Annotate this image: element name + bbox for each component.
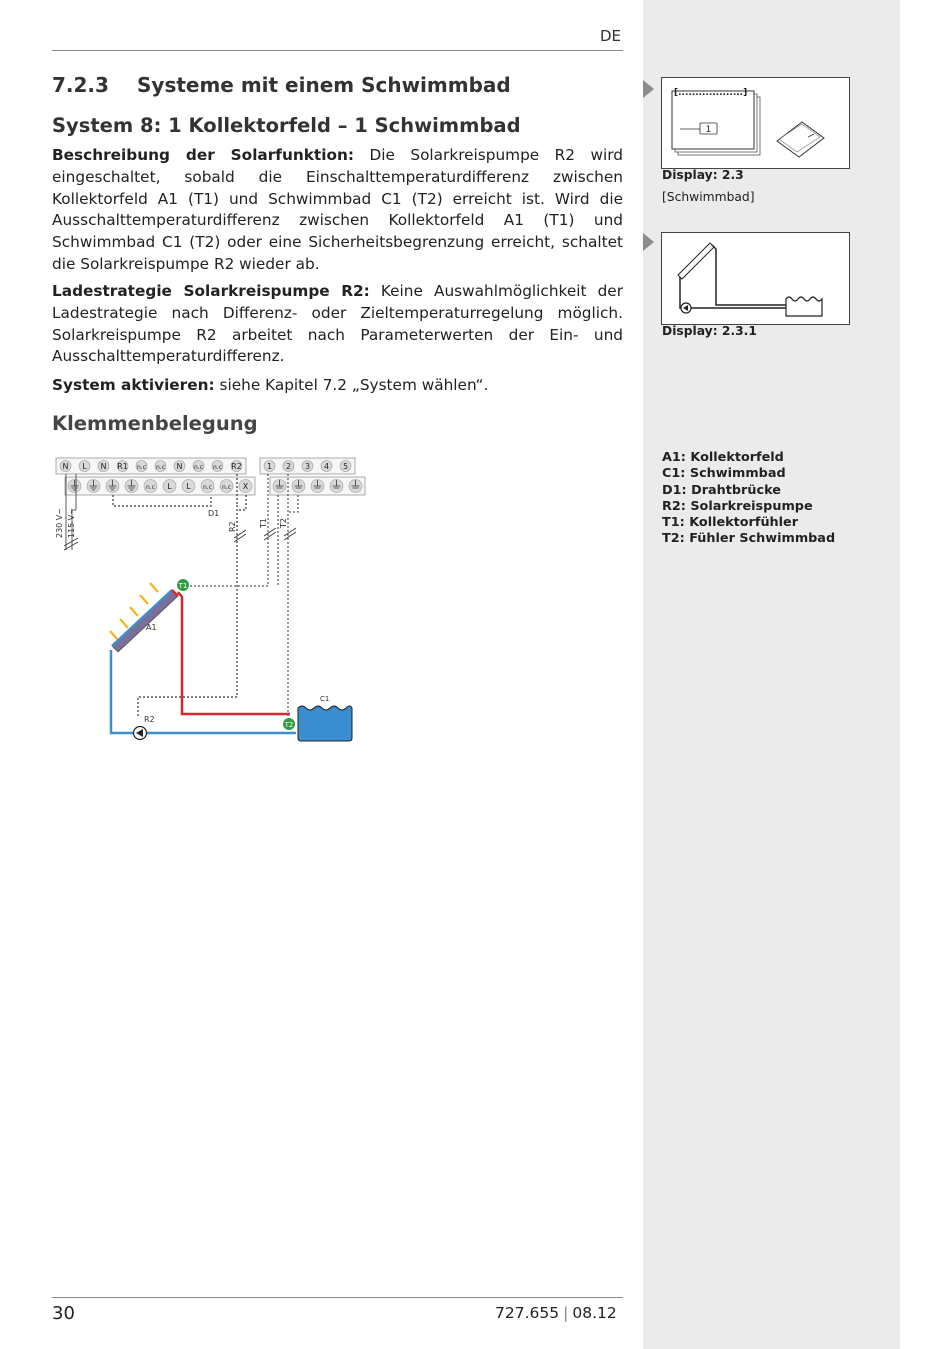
collector-label: A1 <box>146 623 157 632</box>
terminal-label: L <box>82 462 87 471</box>
sensor-t2-label: T2 <box>284 721 294 729</box>
display-system-box <box>661 232 850 325</box>
terminal-label: n.c <box>193 464 204 471</box>
supply-230-label: 230 V~ <box>55 508 64 538</box>
terminal-label: X <box>242 482 249 491</box>
legend-item: R2: Solarkreispumpe <box>662 498 813 514</box>
terminal-label: n.c <box>155 464 166 471</box>
terminal-label: n.c <box>221 484 232 491</box>
menu-box-text: [...................] <box>674 88 748 98</box>
document-reference <box>495 1304 617 1322</box>
system-title: System 8: 1 Kollektorfeld – 1 Schwimmbad <box>52 114 521 137</box>
sensor-t2 <box>283 718 295 730</box>
hot-flow-pipe <box>178 592 290 714</box>
pool-c1 <box>298 706 352 741</box>
terminal-label: R2 <box>231 462 242 471</box>
terminal-label: 1 <box>266 462 273 471</box>
terminal-label: N <box>62 462 69 471</box>
terminal-row-bottom-left <box>65 477 255 495</box>
supply-115-label: 115 V~ <box>67 508 76 538</box>
section-title: Systeme mit einem Schwimmbad <box>137 73 511 97</box>
terminal-label: n.c <box>202 484 213 491</box>
legend-item: T2: Fühler Schwimmbad <box>662 531 836 547</box>
menu-box-number: 1 <box>705 125 712 135</box>
strategy-text: Keine Auswahlmöglichkeit der Ladestrategie nach Differenz- oder Zieltemperaturregelung möglich. Solarkreispumpe R2 arbeitet nach Parameterwerten der Ein- und Ausschalttemperaturdifferenz. <box>52 282 623 366</box>
terminal-heading: Klemmenbelegung <box>52 412 258 435</box>
footer-rule <box>52 1297 623 1298</box>
language-label: DE <box>600 27 622 45</box>
t2-ground-wire <box>288 495 298 512</box>
description-label: Beschreibung der Solarfunktion: <box>52 146 354 164</box>
doc-number: 727.655 <box>495 1304 560 1322</box>
display-menu-box <box>661 77 850 169</box>
doc-date: 08.12 <box>572 1304 617 1322</box>
activate-paragraph <box>52 375 623 397</box>
display-2-label: Display: 2.3.1 <box>662 324 757 338</box>
section-heading <box>52 73 511 97</box>
sensor-t1 <box>177 579 189 591</box>
terminal-row-top-left <box>56 458 246 474</box>
cold-return-pipe <box>111 650 296 733</box>
d1-label: D1 <box>208 509 220 518</box>
description-paragraph <box>52 145 623 276</box>
d1-bridge-wire <box>113 495 211 506</box>
terminal-row-bottom-right <box>270 477 365 495</box>
section-number: 7.2.3 <box>52 73 109 97</box>
terminal-label: 2 <box>285 462 292 471</box>
manual-book-icon <box>777 122 824 157</box>
legend <box>662 450 835 548</box>
page-number: 30 <box>52 1303 75 1324</box>
pump-r2 <box>134 727 147 740</box>
sensor-cable-marks <box>264 528 296 540</box>
t2-wire-label: T2 <box>279 518 288 528</box>
activate-label: System aktivieren: <box>52 376 215 394</box>
legend-item: C1: Schwimmbad <box>662 466 786 482</box>
terminal-label: L <box>167 482 172 491</box>
legend-item: D1: Drahtbrücke <box>662 482 781 498</box>
system-symbol-illustration <box>662 233 849 324</box>
legend-item: A1: Kollektorfeld <box>662 450 784 465</box>
terminal-label: 5 <box>342 462 349 471</box>
t1-wire-label: T1 <box>259 518 268 528</box>
r2-wire-label: R2 <box>228 521 237 532</box>
controller-menu-illustration <box>662 78 849 168</box>
legend-item: T1: Kollektorfühler <box>662 515 799 531</box>
terminal-label: 3 <box>304 462 311 471</box>
terminal-row-top-right <box>260 458 355 474</box>
terminal-label: R1 <box>117 462 128 471</box>
terminal-diagram <box>50 450 380 750</box>
pump-label: R2 <box>144 715 155 724</box>
terminal-label: L <box>186 482 191 491</box>
sensor-t1-label: T1 <box>178 582 188 590</box>
strategy-label: Ladestrategie Solarkreispumpe R2: <box>52 282 370 300</box>
terminal-label: n.c <box>145 484 156 491</box>
step-arrow-icon-2 <box>643 233 654 251</box>
footer-separator: | <box>563 1304 569 1322</box>
display-1-name: [Schwimmbad] <box>662 190 755 204</box>
activate-text: siehe Kapitel 7.2 „System wählen“. <box>214 376 489 394</box>
description-text: Die Solarkreispumpe R2 wird eingeschaltet, sobald die Einschalttemperaturdifferenz zwischen Kollektorfeld A1 (T1) und Schwimmbad C1 (T2) erreicht ist. Wird die Ausschalttemperaturdifferenz zwischen Kollektorfeld A1 (T1) und Schwimmbad C1 (T2) oder eine Sicherheitsbegrenzung erreicht, schaltet die Solarkreispumpe R2 wieder ab. <box>52 146 623 273</box>
strategy-paragraph <box>52 281 623 368</box>
terminal-label: n.c <box>136 464 147 471</box>
pool-label: C1 <box>320 695 330 703</box>
terminal-label: n.c <box>212 464 223 471</box>
terminal-label: N <box>100 462 107 471</box>
header-rule <box>52 50 623 51</box>
r2-ground-wire <box>237 495 246 510</box>
step-arrow-icon <box>643 80 654 98</box>
display-1-label: Display: 2.3 <box>662 168 744 182</box>
terminal-label: 4 <box>323 462 330 471</box>
terminal-label: N <box>176 462 183 471</box>
